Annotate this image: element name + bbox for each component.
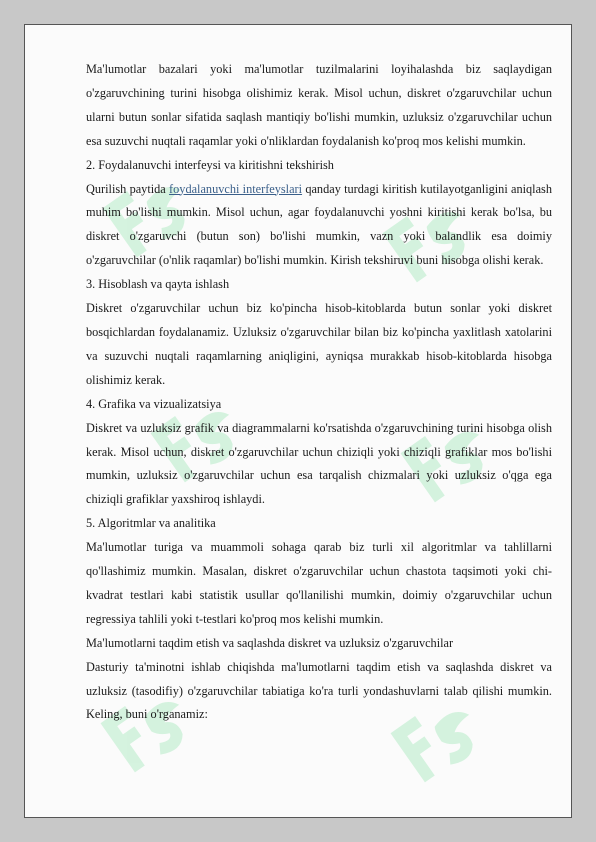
- paragraph-text: Qurilish paytida: [86, 181, 170, 196]
- paragraph: Ma'lumotlar turiga va muammoli sohaga qarab biz turli xil algoritmlar va tahlillarni qo'llashimiz mumkin. Masalan, diskret o'zgaruvchilar uchun chastota taqsimoti yoki chi-kvadrat testlari kabi statistik usullar qo'llanilishi mumkin, doimiy o'zgaruvchilar uchun regressiya tahlili yoki t-testlari ko'proq mos kelishi mumkin.: [86, 540, 552, 626]
- paragraph-text: qanday turdagi kiritish kutilayotganligini aniqlash muhim bo'lishi mumkin. Misol uchun, agar foydalanuvchi yoshni kiritishi kerak bo'lsa, bu diskret o'zgaruvchi (butun son) bo'lishi mumkin, vazn yoki balandlik esa doimiy o'zgaruvchilar (o'nlik raqamlar) bo'lishi mumkin. Kirish tekshiruvi buni hisobga olishi kerak.: [86, 181, 552, 268]
- paragraph: Diskret va uzluksiz grafik va diagrammalarni ko'rsatishda o'zgaruvchining turini hisobga olish kerak. Misol uchun, diskret o'zgaruvchilar uchun chiziqli yoki chiziqli grafiklar mos bo'lishi mumkin, uzluksiz o'zgaruvchilar uchun esa tarqalish chizmalari yoki uzluksiz o'qga ega chiziqli grafiklar yaxshiroq ishlaydi.: [86, 420, 552, 507]
- user-interfaces-link[interactable]: foydalanuvchi interfeyslari: [169, 181, 303, 196]
- document-page: [24, 24, 572, 818]
- paragraph: [86, 178, 552, 274]
- section-heading: 4. Grafika va vizualizatsiya: [86, 396, 222, 411]
- paragraph: Diskret o'zgaruvchilar uchun biz ko'pincha hisob-kitoblarda butun sonlar yoki diskret bosqichlardan foydalanamiz. Uzluksiz o'zgaruvchilar bilan biz ko'pincha yaxlitlash xatolarini va suzuvchi nuqtali raqamlarning aniqligini, ayniqsa murakkab hisob-kitoblarda hisobga olishimiz kerak.: [86, 301, 552, 387]
- section-heading: 5. Algoritmlar va analitika: [86, 516, 216, 531]
- section-heading: 2. Foydalanuvchi interfeysi va kiritishni tekshirish: [86, 157, 334, 172]
- document-body: [86, 58, 552, 727]
- paragraph: Ma'lumotlar bazalari yoki ma'lumotlar tuzilmalarini loyihalashda biz saqlaydigan o'zgaruvchining turini hisobga olishimiz kerak. Misol uchun, diskret o'zgaruvchilar uchun ularni butun sonlar sifatida saqlash mantiqiy bo'lishi mumkin, uzluksiz o'zgaruvchilar uchun esa suzuvchi nuqtali raqamlar yoki o'nliklardan foydalanish ko'proq mos kelishi mumkin.: [86, 62, 552, 148]
- paragraph: Dasturiy ta'minotni ishlab chiqishda ma'lumotlarni taqdim etish va saqlashda diskret va uzluksiz (tasodifiy) o'zgaruvchilar tabiatiga ko'ra turli yondashuvlarni talab qilishi mumkin. Keling, buni o'rganamiz:: [86, 659, 552, 722]
- section-heading: 3. Hisoblash va qayta ishlash: [86, 277, 230, 292]
- section-heading: Ma'lumotlarni taqdim etish va saqlashda diskret va uzluksiz o'zgaruvchilar: [86, 635, 454, 650]
